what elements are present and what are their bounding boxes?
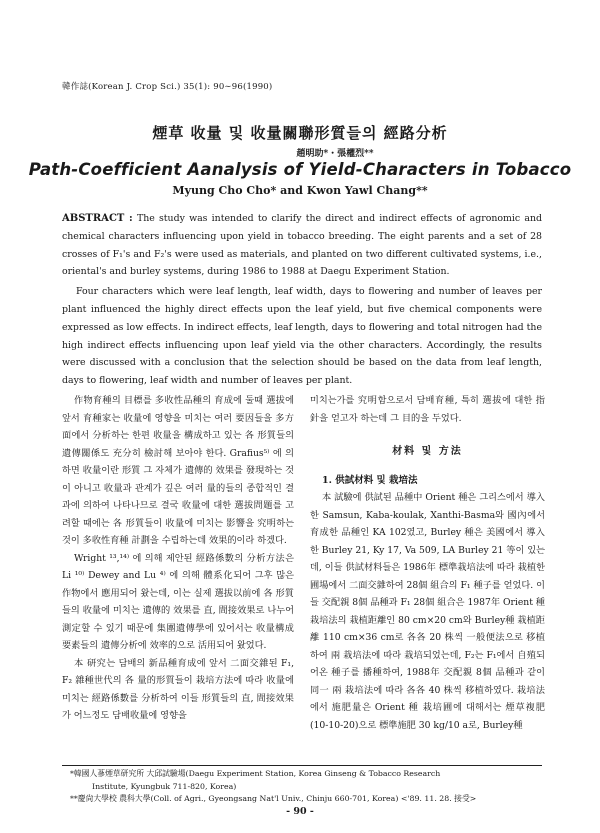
intro-paragraph-2: Wright ¹³,¹⁴⁾ 에 의해 제안된 經路係數의 分析方法은 Li ¹⁰⁾ Dewey and Lu ⁴⁾ 에 의해 體系化되어 그후 많은 作物에서 應用되어 왔는데, 이는 실제 選拔以前에 各 形質들의 收量에 미치는 遺傳的 效果를 直, 間接效果로 나누어 測定할 수 있기 때문에 集團遺傳學에 있어서는 收量構成要素들의 遺傳分析에 效率的으로 活用되어 왔었다. bbox=[62, 552, 294, 651]
intro-paragraph-3: 本 研究는 담배의 新品種育成에 앞서 二面交雜된 F₁, F₂ 雜種世代의 各 量的形質들이 栽培方法에 따라 收量에 미치는 經路係數를 分析하여 이들 形質들의 直, 間接效果가 어느정도 담배收量에 영향을 bbox=[62, 657, 294, 721]
page-number: - 90 - bbox=[286, 806, 314, 817]
left-column bbox=[62, 392, 294, 725]
section-heading-materials-methods: 材料 및 方法 bbox=[392, 446, 463, 457]
intro-paragraph-continued: 미치는가를 究明함으로서 담배育種, 특히 選拔에 대한 指針을 얻고자 하는데 그 目的을 두었다. bbox=[310, 395, 545, 424]
abstract-text-1: The study was intended to clarify the direct and indirect effects of agronomic and chemical characters influencing upon yield in tobacco breeding. The eight parents and a set of 28 crosses of F₁'s and F₂'s were used as materials, and planted on two different cultivated systems, i.e., oriental's and burley systems, during 1986 to 1988 at Daegu Experiment Station. bbox=[62, 213, 542, 278]
right-column bbox=[310, 392, 545, 734]
footnote-1-continued: Institute, Kyungbuk 711-820, Korea) bbox=[92, 781, 237, 791]
footnote-1: *韓國人蔘煙草研究所 大邱試驗場(Daegu Experiment Station, Korea Ginseng & Tobacco Research bbox=[70, 769, 441, 778]
intro-paragraph-1: 作物育種의 目標를 多收性品種의 育成에 둘때 選拔에 앞서 育種家는 收量에 영향을 미치는 여러 要因들을 多方面에서 分析하는 한편 收量을 構成하고 있는 各 形質들의 遺傳關係도 充分히 檢討해 보아야 한다. Grafius⁵⁾ 에 의하면 收量이란 形質 그 자체가 遺傳的 效果를 發現하는 것이 아니고 收量과 관계가 깊은 여러 量的들의 종합적인 결과에 의하여 나타나므로 결국 收量에 대한 選拔問題를 고려할 때에는 各 形質들이 收量에 미치는 影響을 究明하는 것이 多收性育種 計劃을 수립하는데 效果的이라 하겠다. bbox=[62, 395, 294, 546]
abstract-paragraph-2: Four characters which were leaf length, leaf width, days to flowering and number of leaves per plant influenced the highly direct effects upon the leaf yield, but five chemical components were expressed as low effects. In indirect effects, leaf length, days to flowering and total nitrogen had the high indirect effects influencing upon leaf yield via the other characters. Accordingly, the results were discussed with a conclusion that the selection should be based on the data from leaf length, days to flowering, leaf width and number of leaves per plant. bbox=[62, 286, 542, 387]
journal-citation: 韓作誌(Korean J. Crop Sci.) 35(1): 90∼96(1990) bbox=[62, 82, 273, 92]
footnote-2: **慶尙大學校 農科大學(Coll. of Agri., Gyeongsang Nat'l Univ., Chinju 660-701, Korea) <'89. 11. 28. 接受> bbox=[70, 794, 477, 803]
abstract-label: ABSTRACT : bbox=[62, 213, 133, 224]
authors-korean: 趙明助*・張權烈** bbox=[296, 149, 374, 159]
methods-paragraph: 本 試驗에 供試된 品種中 Orient 種은 그리스에서 導入한 Samsun, Kaba-koulak, Xanthi-Basma와 國內에서 育成한 品種인 KA 102였고, Burley 種은 美國에서 導入한 Burley 21, Ky 17, Va 509, LA Burley 21 等이 있는데, 이들 供試材料들은 1986年 標準栽培法에 따라 栽植한 圃場에서 二面交雜하여 28個 組合의 F₁ 種子를 얻었다. 이들 交配親 8個 品種과 F₁ 28個 組合은 1987年 Orient 種 栽培法의 栽植距離인 80 cm×20 cm와 Burley種 栽植距離 110 cm×36 cm로 各各 20 株씩 一般便法으로 移植하여 兩 栽培法에 따라 栽培되었는데, F₂는 F₁에서 自殖되어온 種子를 播種하여, 1988年 交配親 8個 品種과 같이 同一 兩 栽培法에 따라 各各 40 株씩 移植하였다. 栽培法에서 施肥量은 Orient 種 栽培圃에 대해서는 煙草複肥(10-10-20)으로 標準施肥 30 kg/10 a로, Burley種 bbox=[310, 492, 545, 731]
authors-english: Myung Cho Cho* and Kwon Yawl Chang** bbox=[172, 184, 428, 197]
footnotes bbox=[70, 768, 550, 806]
footnote-rule bbox=[62, 765, 542, 766]
title-english: Path-Coefficient Aanalysis of Yield-Characters in Tobacco bbox=[28, 160, 572, 179]
abstract-paragraph-1 bbox=[62, 210, 542, 281]
abstract bbox=[62, 210, 542, 390]
title-korean: 煙草 收量 및 收量關聯形質들의 經路分析 bbox=[152, 124, 448, 142]
subsection-heading: 1. 供試材料 및 栽培法 bbox=[322, 474, 418, 486]
